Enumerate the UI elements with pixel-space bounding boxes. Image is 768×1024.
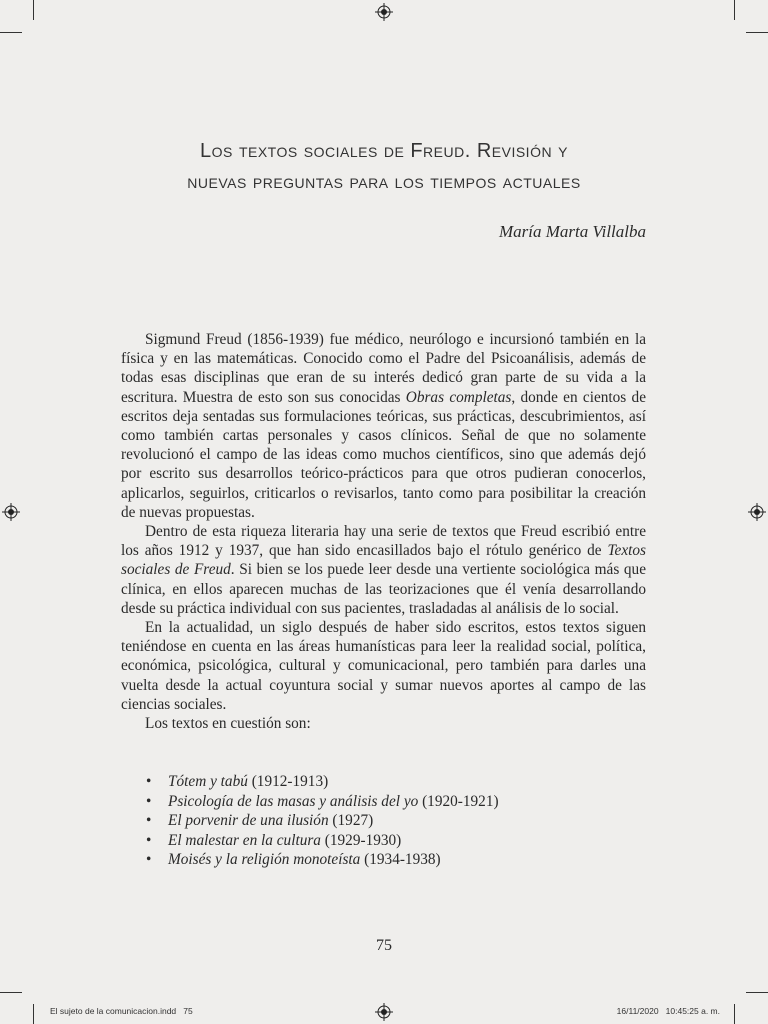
paragraph: Sigmund Freud (1856-1939) fue médico, neurólogo e incursionó también en la física y en las matemáticas. Conocido como el Padre del Psicoanálisis, además de todas esas disciplinas que eran de su interés dedicó gran parte de su vida a la escritura. Muestra de esto son sus conocidas Obras completas, donde en cientos de escritos deja sentadas sus formulaciones teóricas, sus prácticas, descubrimientos, así como también cartas personales y casos clínicos. Señal de que no solamente revolucionó el campo de las ideas como muchos científicos, sino que además dejó por escrito sus desarrollos teórico-prácticos para que otros pudieran conocerlos, aplicarlos, seguirlos, criticarlos o revisarlos, tanto como para posibilitar la creación de nuevas propuestas.: [121, 331, 646, 521]
list-item: • El malestar en la cultura (1929-1930): [146, 831, 402, 849]
crop-mark: [734, 1004, 735, 1024]
slug-filename: El sujeto de la comunicacion.indd 75: [50, 1006, 193, 1016]
bullet-icon: •: [146, 773, 152, 790]
bullet-list: [146, 772, 499, 870]
slug-timestamp: 16/11/2020 10:45:25 a. m.: [616, 1006, 720, 1016]
bullet-icon: •: [146, 812, 152, 830]
author-name: María Marta Villalba: [498, 222, 646, 241]
list-item: • El porvenir de una ilusión (1927): [146, 812, 374, 830]
paragraph: Dentro de esta riqueza literaria hay una serie de textos que Freud escribió entre los años 1912 y 1937, que han sido encasillados bajo el rótulo genérico de Textos sociales de Freud. Si bien se los puede leer desde una vertiente sociológica más que clínica, en ellos aparecen muchas de las teorizaciones que él venía desarrollando desde su práctica individual con sus pacientes, trasladadas al análisis de lo social.: [121, 523, 646, 617]
paragraph: Los textos en cuestión son:: [145, 715, 311, 733]
crop-mark: [33, 0, 34, 20]
registration-mark-icon: [748, 503, 766, 521]
chapter-title: [110, 136, 658, 198]
chapter-title-line-2: nuevas preguntas para los tiempos actuales: [187, 171, 581, 193]
bullet-icon: •: [146, 851, 152, 869]
list-item: • Moisés y la religión monoteísta (1934-1938): [146, 851, 441, 869]
list-item: • Psicología de las masas y análisis del yo (1920-1921): [146, 792, 499, 810]
bullet-icon: •: [146, 792, 152, 810]
crop-mark: [734, 0, 735, 20]
registration-mark-icon: [375, 3, 393, 21]
crop-mark: [33, 1004, 34, 1024]
crop-mark: [0, 992, 22, 993]
crop-mark: [746, 992, 768, 993]
body-text: [121, 330, 646, 733]
page-number: 75: [376, 937, 392, 954]
paragraph: En la actualidad, un siglo después de haber sido escritos, estos textos siguen teniéndose en cuenta en las áreas humanísticas para leer la realidad social, política, económica, psicológica, cultural y comunicacional, pero también para darles una vuelta desde la actual coyuntura social y sumar nuevos aportes al campo de las ciencias sociales.: [121, 619, 646, 713]
list-item: • Tótem y tabú (1912-1913): [146, 773, 329, 790]
registration-mark-icon: [375, 1003, 393, 1021]
crop-mark: [746, 32, 768, 33]
bullet-icon: •: [146, 831, 152, 849]
registration-mark-icon: [2, 503, 20, 521]
crop-mark: [0, 32, 22, 33]
chapter-title-line-1: Los textos sociales de Freud. Revisión y: [200, 140, 568, 162]
